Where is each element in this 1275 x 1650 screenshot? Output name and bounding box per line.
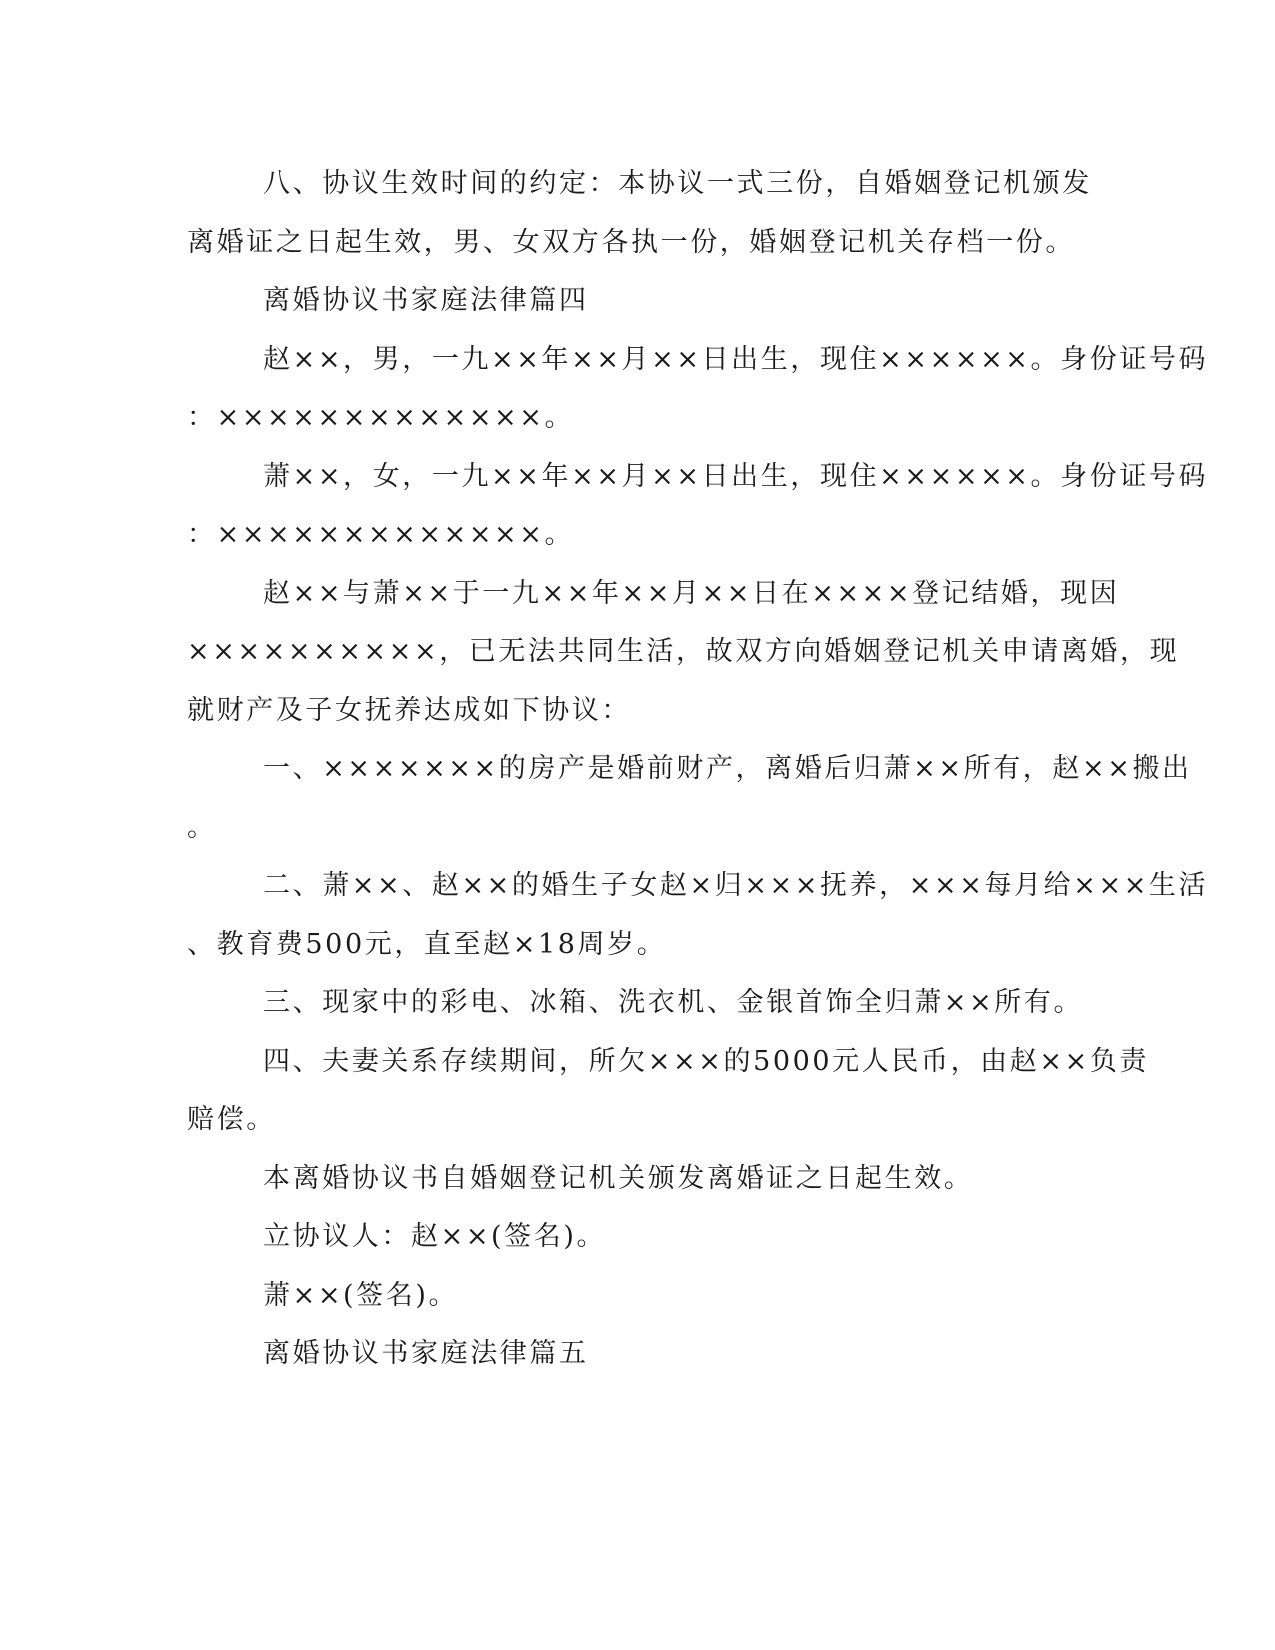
clause-one-line-2: 。	[187, 812, 217, 843]
party-xiao-line-1: 萧××，女，一九××年××月××日出生，现住××××××。身份证号码	[263, 461, 1209, 492]
clause-eight-line-2: 离婚证之日起生效，男、女双方各执一份，婚姻登记机关存档一份。	[187, 227, 1075, 258]
marriage-paragraph-line-3: 就财产及子女抚养达成如下协议：	[187, 695, 631, 726]
clause-two-line-2: 、教育费500元，直至赵×18周岁。	[187, 929, 667, 960]
clause-four-line-1: 四、夫妻关系存续期间，所欠×××的5000元人民币，由赵××负责	[263, 1046, 1150, 1077]
effective-statement: 本离婚协议书自婚姻登记机关颁发离婚证之日起生效。	[263, 1163, 974, 1194]
party-zhao-line-1: 赵××，男，一九××年××月××日出生，现住××××××。身份证号码	[263, 344, 1209, 375]
signatory-xiao: 萧××(签名)。	[263, 1280, 459, 1311]
marriage-paragraph-line-2: ××××××××××，已无法共同生活，故双方向婚姻登记机关申请离婚，现	[187, 636, 1180, 667]
section-heading-five: 离婚协议书家庭法律篇五	[263, 1338, 589, 1369]
signatory-zhao: 立协议人：赵××(签名)。	[263, 1221, 607, 1252]
clause-four-line-2: 赔偿。	[187, 1104, 276, 1135]
clause-eight-line-1: 八、协议生效时间的约定：本协议一式三份，自婚姻登记机颁发	[263, 168, 1092, 199]
marriage-paragraph-line-1: 赵××与萧××于一九××年××月××日在××××登记结婚，现因	[263, 578, 1120, 609]
section-heading-four: 离婚协议书家庭法律篇四	[263, 285, 589, 316]
clause-two-line-1: 二、萧××、赵××的婚生子女赵×归×××抚养，×××每月给×××生活	[263, 870, 1209, 901]
party-zhao-line-2: ：×××××××××××××。	[187, 402, 575, 433]
clause-three-line: 三、现家中的彩电、冰箱、洗衣机、金银首饰全归萧××所有。	[263, 987, 1084, 1018]
party-xiao-line-2: ：×××××××××××××。	[187, 519, 575, 550]
clause-one-line-1: 一、×××××××的房产是婚前财产，离婚后归萧××所有，赵××搬出	[263, 753, 1192, 784]
